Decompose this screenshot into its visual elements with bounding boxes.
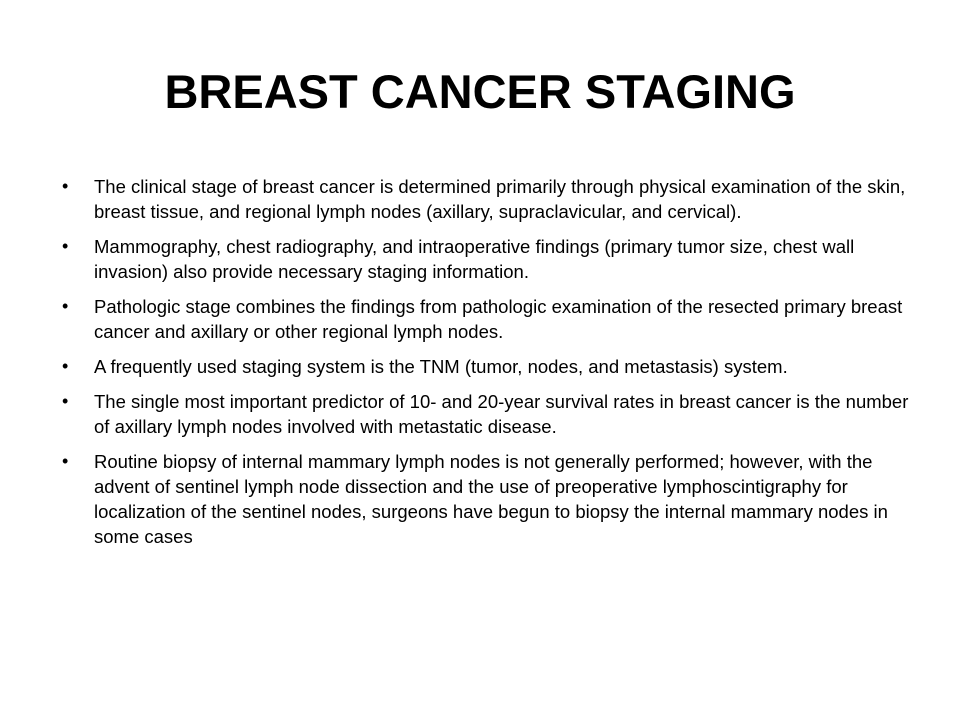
- bullet-icon: •: [62, 391, 69, 411]
- bullet-item: [62, 174, 912, 224]
- bullet-item: [62, 294, 912, 344]
- bullet-item: [62, 389, 912, 439]
- bullet-text: Mammography, chest radiography, and intraoperative findings (primary tumor size, chest wall invasion) also provide necessary staging information.: [94, 236, 855, 282]
- bullet-text: Routine biopsy of internal mammary lymph nodes is not generally performed; however, with the advent of sentinel lymph node dissection and the use of preoperative lymphoscintigraphy for localization of the sentinel nodes, surgeons have begun to biopsy the internal mammary nodes in some cases: [94, 451, 888, 547]
- slide-title: BREAST CANCER STAGING: [164, 65, 796, 118]
- bullet-icon: •: [62, 176, 69, 196]
- bullet-item: [62, 449, 912, 549]
- bullet-list: [62, 174, 912, 559]
- bullet-text: The single most important predictor of 10- and 20-year survival rates in breast cancer is the number of axillary lymph nodes involved with metastatic disease.: [94, 391, 909, 437]
- bullet-text: Pathologic stage combines the findings from pathologic examination of the resected primary breast cancer and axillary or other regional lymph nodes.: [94, 296, 903, 342]
- bullet-item: [62, 354, 912, 379]
- bullet-icon: •: [62, 451, 69, 471]
- bullet-text: A frequently used staging system is the TNM (tumor, nodes, and metastasis) system.: [94, 356, 788, 377]
- bullet-text: The clinical stage of breast cancer is determined primarily through physical examination of the skin, breast tissue, and regional lymph nodes (axillary, supraclavicular, and cervical).: [94, 176, 906, 222]
- bullet-icon: •: [62, 236, 69, 256]
- bullet-item: [62, 234, 912, 284]
- bullet-icon: •: [62, 356, 69, 376]
- bullet-icon: •: [62, 296, 69, 316]
